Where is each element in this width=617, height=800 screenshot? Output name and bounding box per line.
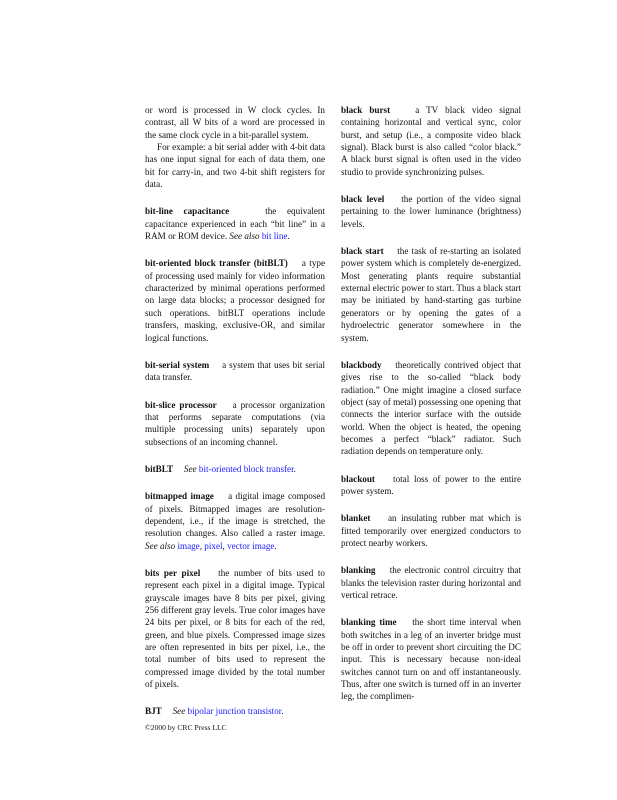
glossary-entry (341, 473, 521, 498)
entry-term: bits per pixel (145, 567, 201, 578)
right-entry-list (341, 104, 521, 703)
cross-reference-link[interactable]: bit line (261, 231, 288, 242)
glossary-entry (341, 104, 521, 178)
glossary-entry (145, 705, 325, 717)
entry-definition: the portion of the video signal pertaining to the lower luminance (brightness) levels. (341, 194, 522, 229)
intro-paragraph-1: or word is processed in W clock cycles. In contrast, all W bits of a word are processed in the same clock cycle in a bit-parallel system. (145, 105, 325, 140)
glossary-entry (145, 257, 325, 343)
entry-definition: a digital image composed of pixels. Bitmapped images are resolution-dependent, i.e., if the image is stretched, the resolution changes. Also called a raster image. (145, 491, 326, 539)
entry-term: blanking (341, 565, 376, 576)
entry-definition: theoretically contrived object that gives rise to the so-called “black body radiation.” One might imagine a closed surface object (say of metal) possessing one opening that connects the interior surface with the outside world. When the object is heated, the opening becomes a perfect “black” radiator. Such radiation depends on temperature only. (341, 359, 521, 457)
glossary-entry (341, 245, 521, 344)
entry-definition: the number of bits used to represent each pixel in a digital image. Typical grayscale images have 8 bits per pixel, giving 256 different gray levels. True color images have 24 bits per pixel, or 8 bits for each of the red, green, and blue pixels. Compressed image sizes are often represented in bits per pixel, i.e., the total number of bits used to represent the compressed image divided by the total number of pixels. (145, 567, 325, 690)
entry-end-punctuation: . (274, 540, 277, 551)
right-column (341, 104, 521, 718)
entry-term: bit-slice processor (145, 399, 217, 410)
entry-term: bit-oriented block transfer (bitBLT) (145, 258, 288, 269)
cross-reference-link[interactable]: pixel (204, 540, 223, 551)
glossary-entry (145, 463, 325, 475)
entry-term: BJT (145, 706, 162, 717)
entry-term: bit-serial system (145, 359, 210, 370)
entry-definition: total loss of power to the entire power system. (341, 473, 522, 496)
see-reference-label: See (183, 463, 197, 474)
cross-reference-link[interactable]: image (177, 540, 200, 551)
see-reference-label: See also (145, 540, 176, 551)
cross-reference-link[interactable]: bit-oriented block transfer (198, 463, 294, 474)
entry-term: bitBLT (145, 463, 174, 474)
entry-definition: the task of re-starting an isolated power system which is completely de-energized. Most generating plants require substantial external electric power to start. Thus a black start may be initiated by hand-starting gas turbine generators or by opening the gates of a hydroelectric generator somewhere in the system. (341, 246, 521, 343)
glossary-entry (341, 193, 521, 230)
entry-definition: the short time interval when both switches in a leg of an inverter bridge must be off in order to prevent short circuiting the DC input. This is necessary because non-ideal switches cannot turn on and off instantaneously. Thus, after one switch is turned off in an inverter leg, the complimen- (341, 617, 521, 702)
glossary-entry (145, 359, 325, 384)
glossary-entry: bitmapped image a digital image composed of pixels. Bitmapped images are resolution-dependent, i.e., if the image is stretched, the resolution changes. Also called a raster image. See also image, pixel, vector image. (145, 491, 326, 551)
entry-definition: the electronic control circuitry that blanks the television raster during horizontal and vertical retrace. (341, 565, 521, 600)
entry-end-punctuation: . (293, 463, 296, 474)
entry-definition: a system that uses bit serial data transfer. (145, 359, 326, 383)
glossary-entry (341, 359, 521, 458)
cross-reference-link[interactable]: bipolar junction transistor (187, 706, 282, 717)
entry-term: blanket (341, 513, 371, 524)
entry-definition: the equivalent capacitance experienced in each “bit line” in a RAM or ROM device. (145, 206, 326, 242)
entry-end-punctuation: . (287, 231, 290, 242)
entry-end-punctuation: . (281, 706, 284, 717)
glossary-entry (145, 399, 325, 448)
left-column (145, 104, 325, 733)
entry-term: black start (341, 246, 384, 257)
entry-definition: a TV black video signal containing horizontal and vertical sync, color burst, and setup (i.e., a composite video black signal). Black burst is also called “color black.” A black burst signal is often used in the video studio to provide synchronizing pulses. (341, 105, 522, 177)
glossary-entry (341, 564, 521, 601)
intro-paragraph-2: For example: a bit serial adder with 4-bit data has one input signal for each of data them, one bit for carry-in, and two 4-bit shift registers for data. (145, 142, 325, 190)
entry-term: blanking time (341, 617, 397, 628)
entry-term: bitmapped image (145, 491, 214, 502)
left-entry-list (145, 205, 325, 717)
glossary-entry (341, 616, 521, 702)
entry-term: blackout (341, 473, 375, 484)
entry-definition: a type of processing used mainly for video information characterized by minimal operations performed on large data blocks; a processor designed for such operations. bitBLT operations include transfers, masking, exclusive-OR, and similar logical functions. (145, 258, 325, 343)
entry-definition: an insulating rubber mat which is fitted temporarily over energized conductors to protect nearby workers. (341, 513, 521, 548)
copyright-footer: ©2000 by CRC Press LLC (145, 723, 227, 732)
see-reference-label: See also (229, 231, 260, 242)
continued-entry (145, 104, 325, 190)
glossary-entry (145, 205, 325, 242)
cross-reference-link[interactable]: vector image (227, 540, 275, 551)
entry-definition: a processor organization that performs separate computations (via multiple processing units) separately upon subsections of an incoming channel. (145, 399, 325, 447)
entry-term: blackbody (341, 359, 382, 370)
see-reference-label: See (172, 706, 186, 717)
entry-term: black burst (341, 105, 391, 115)
entry-term: black level (341, 194, 385, 205)
entry-term: bit-line capacitance (145, 206, 230, 217)
glossary-entry (145, 567, 325, 690)
glossary-entry (341, 512, 521, 549)
